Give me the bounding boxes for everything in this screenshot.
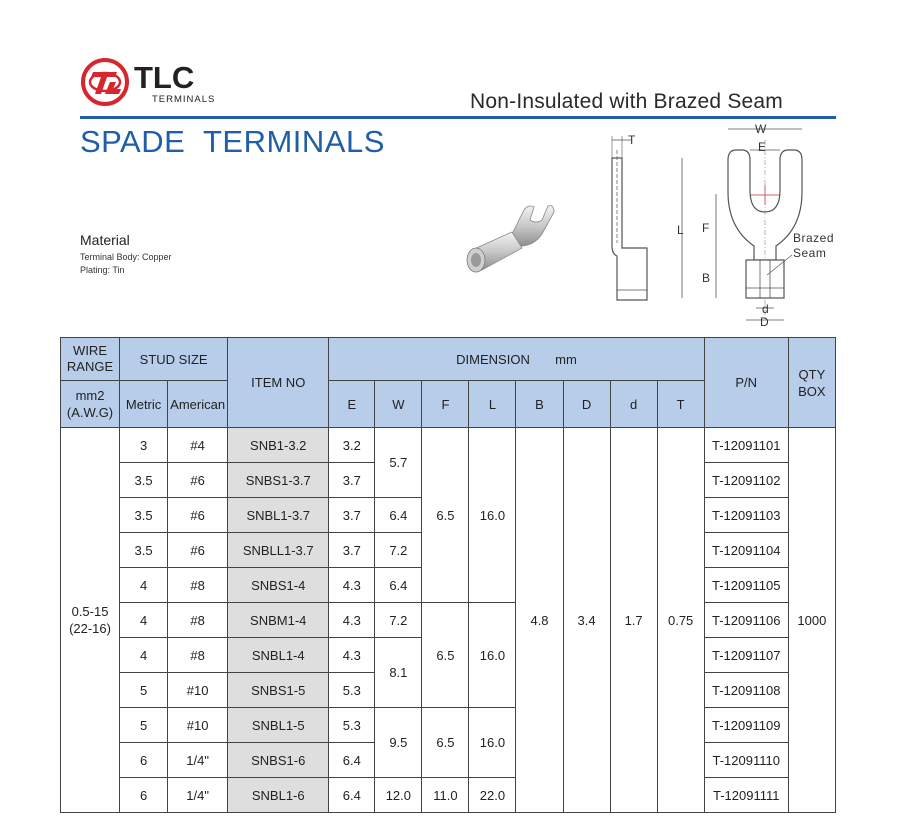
cell-pn: T-12091103	[704, 498, 788, 533]
cell-e: 6.4	[329, 778, 375, 813]
cell-american: #8	[168, 603, 228, 638]
dim-label-b: B	[702, 271, 711, 285]
header-rule	[80, 116, 836, 119]
dim-label-d-large: D	[760, 315, 769, 329]
cell-american: #6	[168, 498, 228, 533]
cell-metric: 4	[120, 638, 168, 673]
cell-b: 4.8	[516, 428, 563, 813]
dim-label-w: W	[755, 122, 767, 136]
header-dim-w: W	[375, 381, 422, 428]
cell-american: #6	[168, 463, 228, 498]
cell-metric: 6	[120, 743, 168, 778]
cell-american: #6	[168, 533, 228, 568]
cell-e: 3.7	[329, 463, 375, 498]
cell-item-no: SNBL1-4	[228, 638, 329, 673]
cell-american: #8	[168, 638, 228, 673]
dim-label-e: E	[758, 140, 767, 154]
page-subtitle: Non-Insulated with Brazed Seam	[470, 90, 783, 113]
header-dim-d-small: d	[610, 381, 657, 428]
table-row	[61, 708, 836, 743]
cell-e: 6.4	[329, 743, 375, 778]
header-qty: QTY BOX	[788, 338, 835, 428]
header-dim-f: F	[422, 381, 469, 428]
header-row-1	[61, 338, 836, 381]
cell-metric: 3	[120, 428, 168, 463]
cell-t: 0.75	[657, 428, 704, 813]
material-body-line: Terminal Body: Copper	[80, 252, 172, 262]
cell-l: 16.0	[469, 603, 516, 708]
cell-metric: 5	[120, 708, 168, 743]
cell-pn: T-12091109	[704, 708, 788, 743]
cell-l: 16.0	[469, 428, 516, 603]
cell-pn: T-12091101	[704, 428, 788, 463]
cell-d-small: 1.7	[610, 428, 657, 813]
header-dim-t: T	[657, 381, 704, 428]
cell-pn: T-12091107	[704, 638, 788, 673]
material-heading: Material	[80, 232, 130, 248]
front-view-diagram	[670, 120, 850, 330]
cell-e: 3.7	[329, 533, 375, 568]
header-american: American	[168, 381, 228, 428]
cell-metric: 3.5	[120, 463, 168, 498]
header-wire-unit: mm2 (A.W.G)	[61, 381, 120, 428]
header-dim-b: B	[516, 381, 563, 428]
cell-w: 7.2	[375, 603, 422, 638]
cell-item-no: SNBS1-5	[228, 673, 329, 708]
cell-e: 3.7	[329, 498, 375, 533]
header-dim-e: E	[329, 381, 375, 428]
cell-w: 7.2	[375, 533, 422, 568]
spade-terminal-photo	[450, 190, 570, 290]
dim-label-t: T	[628, 133, 636, 147]
cell-metric: 3.5	[120, 533, 168, 568]
page-title: SPADE TERMINALS	[80, 124, 385, 159]
cell-item-no: SNBS1-6	[228, 743, 329, 778]
logo-text: TLC	[134, 60, 195, 95]
cell-item-no: SNBLL1-3.7	[228, 533, 329, 568]
material-body	[80, 251, 172, 277]
cell-d-large: 3.4	[563, 428, 610, 813]
cell-item-no: SNBL1-3.7	[228, 498, 329, 533]
cell-item-no: SNBM1-4	[228, 603, 329, 638]
cell-metric: 6	[120, 778, 168, 813]
cell-pn: T-12091108	[704, 673, 788, 708]
table-row	[61, 428, 836, 463]
header-pn: P/N	[704, 338, 788, 428]
cell-american: #8	[168, 568, 228, 603]
cell-f: 6.5	[422, 428, 469, 603]
cell-metric: 4	[120, 568, 168, 603]
cell-wire-range: 0.5-15 (22-16)	[61, 428, 120, 813]
cell-w: 9.5	[375, 708, 422, 778]
cell-w: 6.4	[375, 498, 422, 533]
cell-american: 1/4"	[168, 778, 228, 813]
cell-e: 4.3	[329, 603, 375, 638]
header-dimension: DIMENSION mm	[329, 338, 704, 381]
cell-e: 4.3	[329, 638, 375, 673]
dim-label-l: L	[677, 223, 684, 237]
cell-metric: 4	[120, 603, 168, 638]
cell-pn: T-12091105	[704, 568, 788, 603]
cell-item-no: SNB1-3.2	[228, 428, 329, 463]
cell-l: 22.0	[469, 778, 516, 813]
header-metric: Metric	[120, 381, 168, 428]
dim-label-f: F	[702, 221, 710, 235]
cell-l: 16.0	[469, 708, 516, 778]
material-plating-line: Plating: Tin	[80, 265, 125, 275]
cell-w: 12.0	[375, 778, 422, 813]
cell-f: 11.0	[422, 778, 469, 813]
logo-subtext: TERMINALS	[152, 94, 216, 105]
cell-e: 4.3	[329, 568, 375, 603]
cell-metric: 5	[120, 673, 168, 708]
dim-label-d-small: d	[762, 302, 769, 316]
header-dim-l: L	[469, 381, 516, 428]
seam-label: Seam	[793, 246, 827, 260]
cell-american: #10	[168, 708, 228, 743]
cell-item-no: SNBS1-3.7	[228, 463, 329, 498]
table-row	[61, 778, 836, 813]
cell-item-no: SNBL1-5	[228, 708, 329, 743]
cell-f: 6.5	[422, 708, 469, 778]
cell-pn: T-12091111	[704, 778, 788, 813]
cell-e: 3.2	[329, 428, 375, 463]
cell-metric: 3.5	[120, 498, 168, 533]
cell-qty: 1000	[788, 428, 835, 813]
header-stud-size: STUD SIZE	[120, 338, 228, 381]
cell-pn: T-12091104	[704, 533, 788, 568]
header-dim-d-large: D	[563, 381, 610, 428]
cell-w: 5.7	[375, 428, 422, 498]
cell-f: 6.5	[422, 603, 469, 708]
cell-e: 5.3	[329, 673, 375, 708]
tlc-logo	[80, 58, 240, 108]
cell-american: 1/4"	[168, 743, 228, 778]
cell-pn: T-12091102	[704, 463, 788, 498]
table-row	[61, 603, 836, 638]
cell-american: #10	[168, 673, 228, 708]
cell-pn: T-12091106	[704, 603, 788, 638]
cell-item-no: SNBL1-6	[228, 778, 329, 813]
spec-table	[60, 337, 836, 813]
photo-barrel-hole	[471, 253, 481, 267]
side-view-diagram	[595, 128, 665, 308]
cell-pn: T-12091110	[704, 743, 788, 778]
cell-item-no: SNBS1-4	[228, 568, 329, 603]
header-item-no: ITEM NO	[228, 338, 329, 428]
cell-w: 6.4	[375, 568, 422, 603]
photo-fork	[512, 206, 554, 246]
header-wire-range: WIRE RANGE	[61, 338, 120, 381]
cell-american: #4	[168, 428, 228, 463]
cell-e: 5.3	[329, 708, 375, 743]
brazed-label: Brazed	[793, 231, 835, 245]
cell-w: 8.1	[375, 638, 422, 708]
